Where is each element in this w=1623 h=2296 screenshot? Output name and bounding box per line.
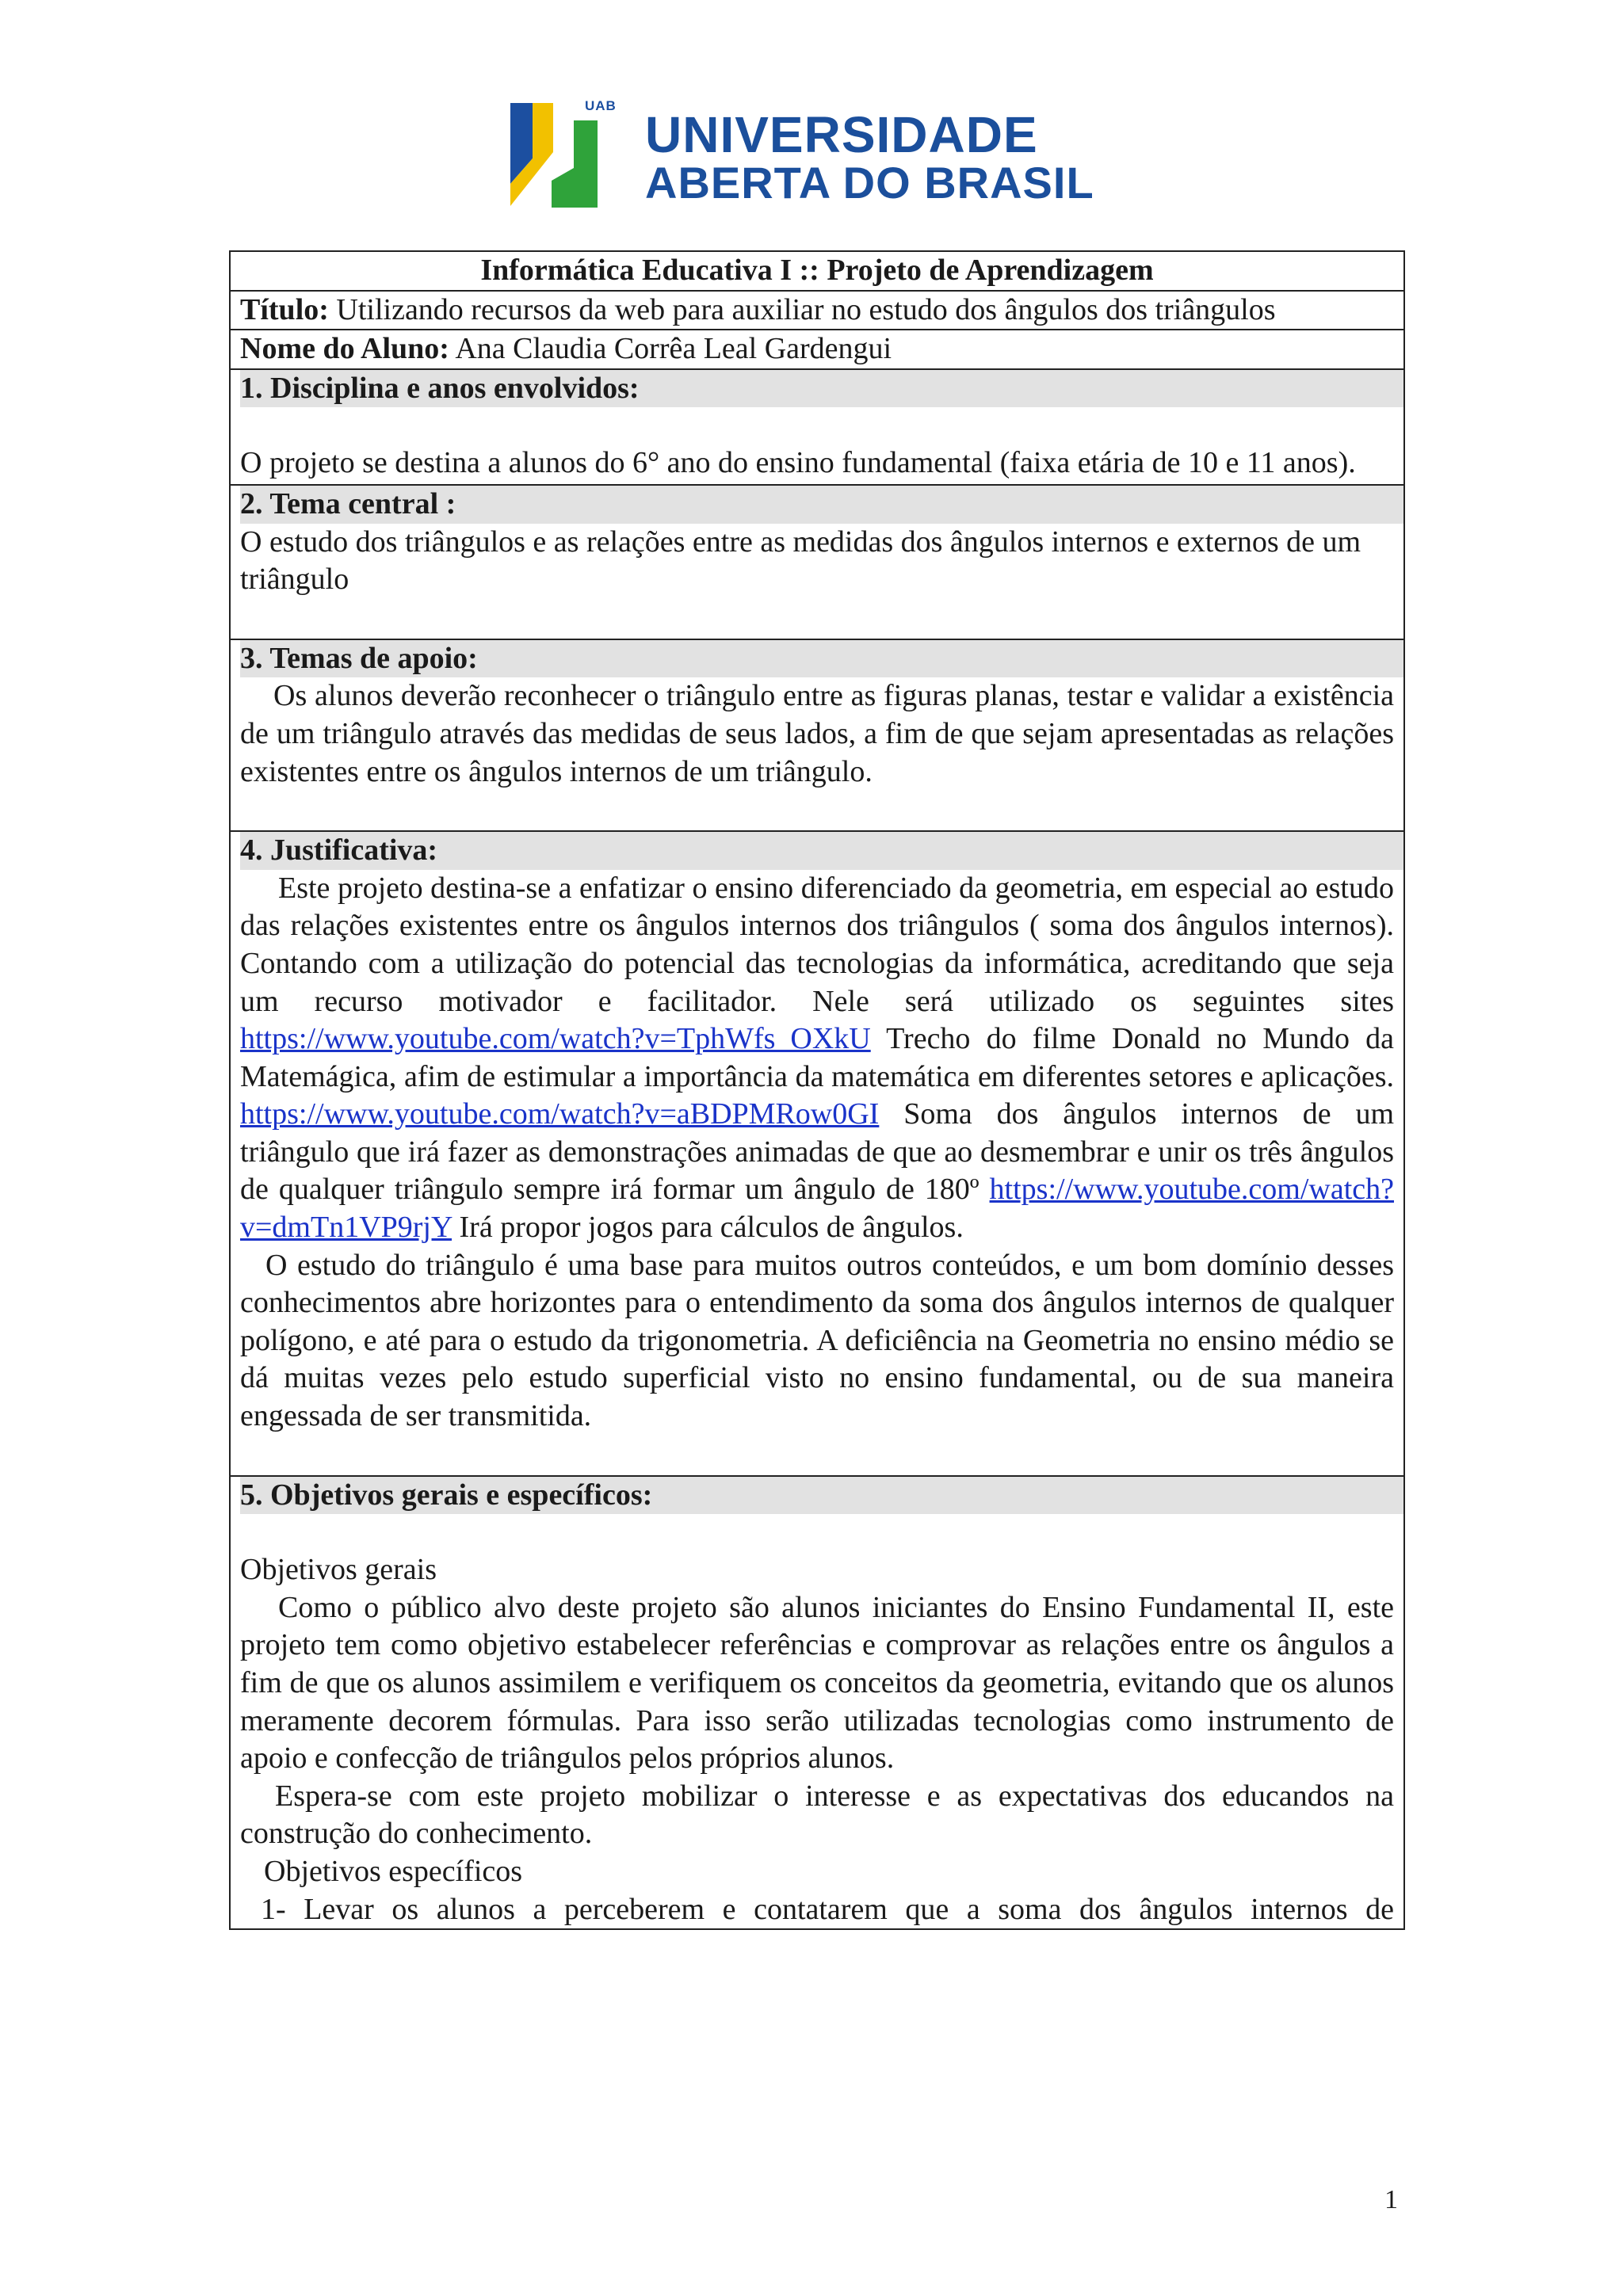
youtube-link-1[interactable]: https://www.youtube.com/watch?v=TphWfs_OXkU <box>240 1022 871 1056</box>
section-4-cell <box>230 831 1404 1476</box>
section-4-paragraph-2: O estudo do triângulo é uma base para muitos outros conteúdos, e um bom domínio desses conhecimentos abre horizontes para o entendimento da soma dos ângulos internos de qualquer polígono, e até para o estudo da trigonometria. A deficiência na Geometria no ensino médio se dá muitas vezes pelo estudo superficial visto no ensino fundamental, ou de sua maneira engessada de ser transmitida. <box>240 1248 1394 1433</box>
objetivos-especificos-item-1: 1- Levar os alunos a perceberem e contatarem que a soma dos ângulos internos de <box>261 1892 1394 1926</box>
section-3-heading: 3. Temas de apoio: <box>240 640 1405 678</box>
objetivos-gerais-label: Objetivos gerais <box>240 1553 437 1587</box>
section-2-text: O estudo dos triângulos e as relações entre as medidas dos ângulos internos e externos de um triângulo <box>240 524 1361 597</box>
title-row <box>230 251 1404 291</box>
aluno-cell <box>230 330 1404 369</box>
section-2-cell <box>230 485 1404 639</box>
document-title: Informática Educativa I :: Projeto de Aprendizagem <box>230 251 1404 291</box>
logo-line1: UNIVERSIDADE <box>645 106 1038 163</box>
section-1 <box>230 369 1404 485</box>
page-number: 1 <box>1384 2185 1398 2214</box>
s4-text-b: Trecho do filme Donald no Mundo da Matemágica, afim de estimular a importância da matemática em diferentes setores e aplicações. <box>240 1022 1394 1093</box>
s4-text-d: Irá propor jogos para cálculos de ângulos. <box>452 1211 964 1245</box>
objetivos-gerais-paragraph-1: Como o público alvo deste projeto são alunos iniciantes do Ensino Fundamental II, este projeto tem como objetivo estabelecer referências e comprovar as relações entre os ângulos a fim de que os alunos assimilem e verifiquem os conceitos da geometria, evitando que os alunos meramente decorem fórmulas. Para isso serão utilizadas tecnologias como instrumento de apoio e confecção de triângulos pelos próprios alunos. <box>240 1590 1394 1775</box>
section-1-cell <box>230 369 1404 485</box>
titulo-label: Título: <box>240 292 329 326</box>
aluno-value: Ana Claudia Corrêa Leal Gardengui <box>449 332 892 366</box>
university-logo <box>504 97 1094 208</box>
section-1-text: O projeto se destina a alunos do 6° ano do ensino fundamental (faixa etária de 10 e 11 anos). <box>240 446 1356 480</box>
s4-text-a: Este projeto destina-se a enfatizar o ensino diferenciado da geometria, em especial ao estudo das relações existentes entre os ângulos internos dos triângulos ( soma dos ângulos internos). Contando com a utilização do potencial das tecnologias da informática, acreditando que seja um recurso motivador e facilitador. Nele será utilizado os seguintes sites <box>240 871 1394 1018</box>
section-5-cell <box>230 1476 1404 1930</box>
s4-text-c: Soma dos ângulos internos de um triângulo que irá fazer as demonstrações animadas de que ao desmembrar e unir os três ângulos de qualquer triângulo sempre irá formar um ângulo de 180º <box>240 1097 1394 1207</box>
logo-line2: ABERTA DO BRASIL <box>645 158 1094 208</box>
objetivos-especificos-label: Objetivos específicos <box>264 1854 523 1888</box>
titulo-cell <box>230 291 1404 330</box>
section-3 <box>230 639 1404 831</box>
section-3-text: Os alunos deverão reconhecer o triângulo entre as figuras planas, testar e validar a existência de um triângulo através das medidas de seus lados, a fim de que sejam apresentadas as relações existentes entre os ângulos internos de um triângulo. <box>240 679 1394 788</box>
section-4 <box>230 831 1404 1476</box>
section-2-heading: 2. Tema central : <box>240 486 1405 524</box>
section-3-cell <box>230 639 1404 831</box>
objetivos-gerais-paragraph-2: Espera-se com este projeto mobilizar o interesse e as expectativas dos educandos na construção do conhecimento. <box>240 1779 1394 1851</box>
section-5-heading: 5. Objetivos gerais e específicos: <box>240 1477 1405 1515</box>
youtube-link-2[interactable]: https://www.youtube.com/watch?v=aBDPMRow0GI <box>240 1097 880 1131</box>
aluno-row <box>230 330 1404 369</box>
section-1-heading: 1. Disciplina e anos envolvidos: <box>240 370 1405 408</box>
titulo-row <box>230 291 1404 330</box>
section-4-heading: 4. Justificativa: <box>240 832 1405 870</box>
project-table <box>229 250 1405 1930</box>
titulo-value: Utilizando recursos da web para auxiliar no estudo dos ângulos dos triângulos <box>328 292 1276 326</box>
logo-uab-text: UAB <box>585 98 617 113</box>
section-4-paragraph-1 <box>240 870 1394 1247</box>
section-5 <box>230 1476 1404 1930</box>
section-2 <box>230 485 1404 639</box>
aluno-label: Nome do Aluno: <box>240 332 449 366</box>
youtube-link-3[interactable]: https://www.youtube.com/watch?v=dmTn1VP9rjY <box>240 1173 1394 1245</box>
